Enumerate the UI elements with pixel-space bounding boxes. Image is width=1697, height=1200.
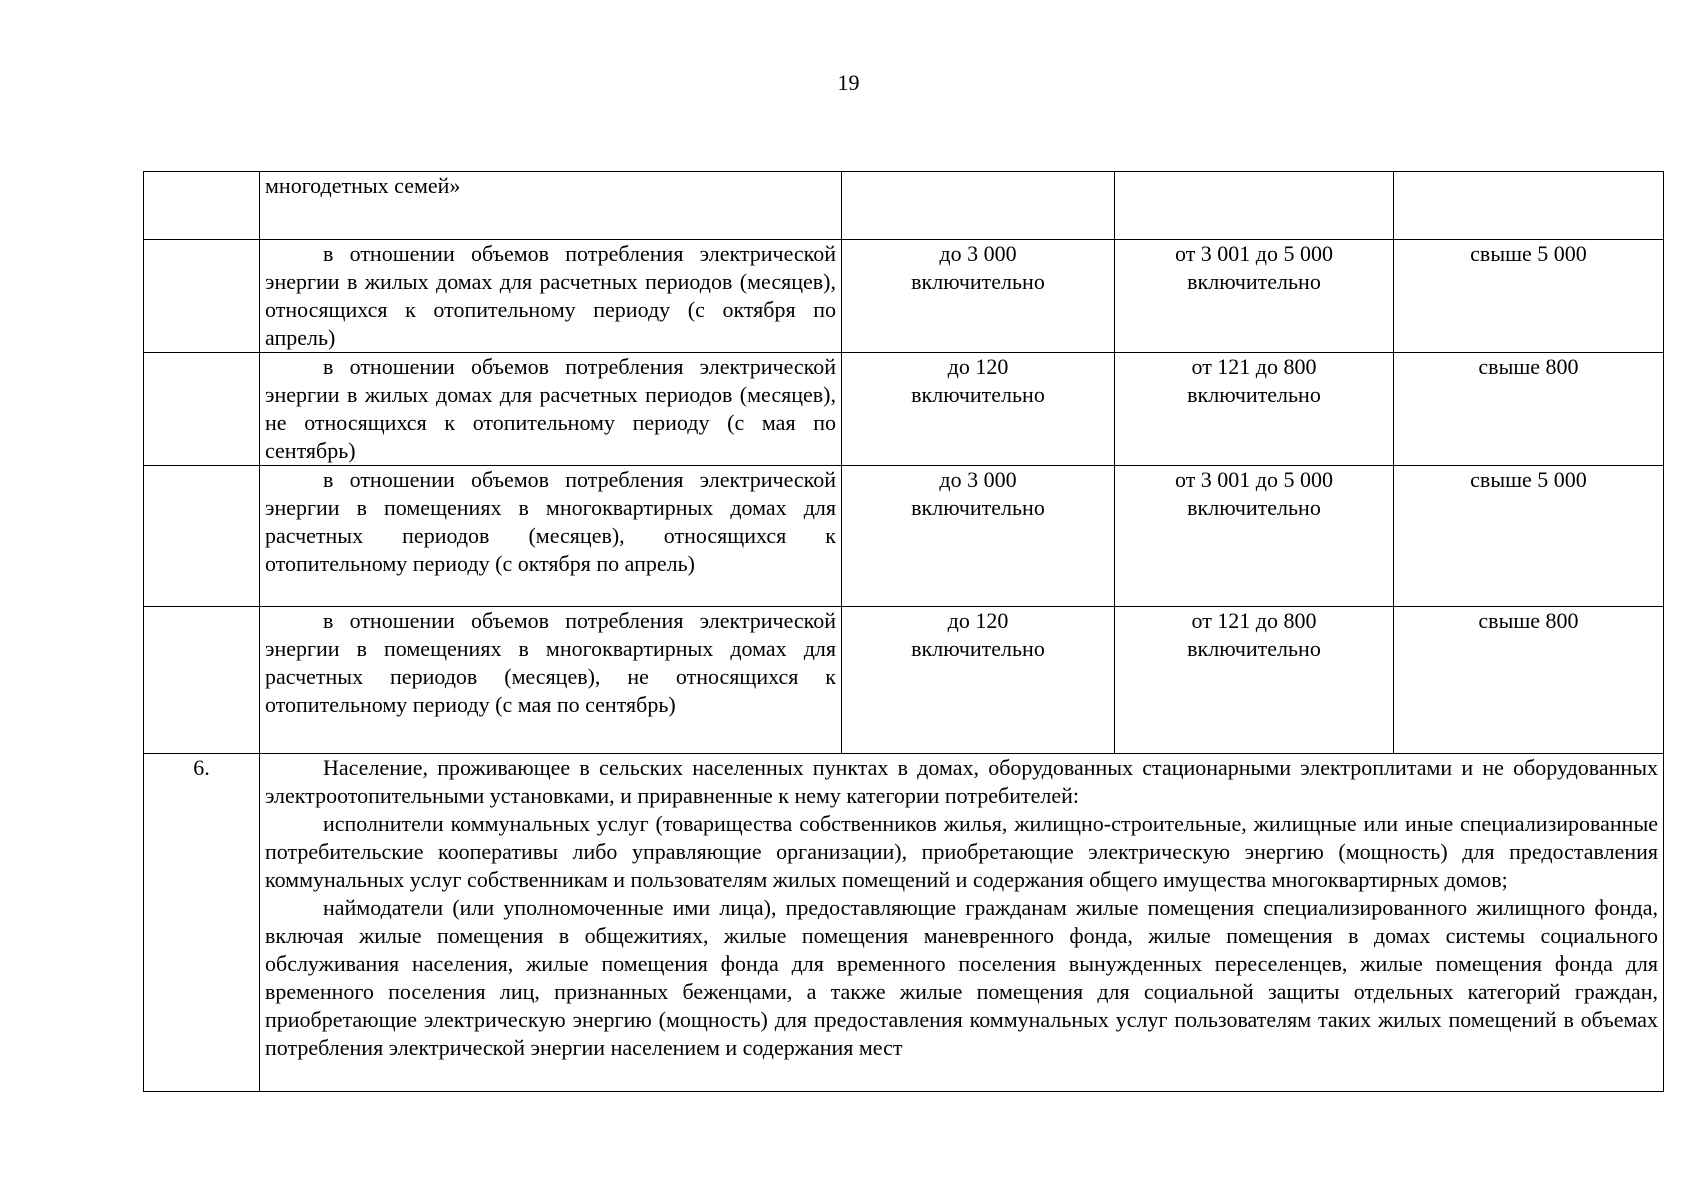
value-cell-low	[842, 240, 1115, 353]
tariff-table	[143, 171, 1664, 1092]
row-description: многодетных семей»	[265, 173, 461, 198]
row-description-cell	[260, 607, 842, 754]
table-row	[144, 240, 1664, 353]
table-row	[144, 172, 1664, 240]
value-low-amount: до 3 000	[939, 467, 1017, 492]
value-low-qualifier: включительно	[911, 495, 1045, 520]
row-number-cell	[144, 240, 260, 353]
value-low-amount: до 120	[947, 354, 1009, 379]
value-mid-qualifier: включительно	[1187, 269, 1321, 294]
value-cell-mid	[1115, 353, 1394, 466]
value-cell-mid	[1115, 607, 1394, 754]
row-description: в отношении объемов потребления электрической энергии в жилых домах для расчетных периодов (месяцев), не относящихся к отопительному периоду (с мая по сентябрь)	[265, 354, 836, 463]
row-description-cell	[260, 172, 842, 240]
row-description-cell	[260, 353, 842, 466]
table-row	[144, 466, 1664, 607]
value-low-amount: до 120	[947, 608, 1009, 633]
table-row	[144, 607, 1664, 754]
value-cell-low	[842, 466, 1115, 607]
value-cell-low	[842, 353, 1115, 466]
section-paragraph: Население, проживающее в сельских населенных пунктах в домах, оборудованных стационарными электроплитами и не оборудованных электроотопительными установками, и приравненные к нему категории потребителей:	[265, 755, 1658, 808]
value-mid-qualifier: включительно	[1187, 636, 1321, 661]
value-cell-high	[1394, 607, 1664, 754]
value-mid-amount: от 121 до 800	[1191, 354, 1317, 379]
value-cell-high	[1394, 353, 1664, 466]
row-description: в отношении объемов потребления электрической энергии в помещениях в многоквартирных домах для расчетных периодов (месяцев), относящихся к отопительному периоду (с октября по апрель)	[265, 467, 836, 576]
value-low-qualifier: включительно	[911, 269, 1045, 294]
row-number-cell	[144, 607, 260, 754]
value-cell-mid	[1115, 466, 1394, 607]
section-paragraph: наймодатели (или уполномоченные ими лица), предоставляющие гражданам жилые помещения специализированного жилищного фонда, включая жилые помещения в общежитиях, жилые помещения маневренного фонда, жилые помещения в домах системы социального обслуживания населения, жилые помещения фонда для временного поселения вынужденных переселенцев, жилые помещения фонда для временного поселения лиц, признанных беженцами, а также жилые помещения для социальной защиты отдельных категорий граждан, приобретающие электрическую энергию (мощность) для предоставления коммунальных услуг пользователям таких жилых помещений в объемах потребления электрической энергии населением и содержания мест	[265, 895, 1658, 1060]
row-number-cell	[144, 353, 260, 466]
value-cell-mid	[1115, 240, 1394, 353]
row-number-cell	[144, 466, 260, 607]
value-low-amount: до 3 000	[939, 241, 1017, 266]
value-low-qualifier: включительно	[911, 382, 1045, 407]
value-high-amount: свыше 800	[1478, 608, 1579, 633]
value-high-amount: свыше 5 000	[1470, 467, 1587, 492]
row-description: в отношении объемов потребления электрической энергии в помещениях в многоквартирных домах для расчетных периодов (месяцев), не относящихся к отопительному периоду (с мая по сентябрь)	[265, 608, 836, 717]
value-cell-low	[842, 607, 1115, 754]
value-low-qualifier: включительно	[911, 636, 1045, 661]
value-mid-amount: от 3 001 до 5 000	[1174, 467, 1334, 492]
value-mid-qualifier: включительно	[1187, 382, 1321, 407]
value-high-amount: свыше 5 000	[1470, 241, 1587, 266]
value-cell-mid	[1115, 172, 1394, 240]
value-mid-amount: от 121 до 800	[1191, 608, 1317, 633]
value-cell-high	[1394, 466, 1664, 607]
section-paragraph: исполнители коммунальных услуг (товарищества собственников жилья, жилищно-строительные, жилищные или иные специализированные потребительские кооперативы либо управляющие организации), приобретающие электрическую энергию (мощность) для предоставления коммунальных услуг собственникам и пользователям жилых помещений и содержания общего имущества многоквартирных домов;	[265, 811, 1658, 892]
table-row	[144, 353, 1664, 466]
row-description: в отношении объемов потребления электрической энергии в жилых домах для расчетных периодов (месяцев), относящихся к отопительному периоду (с октября по апрель)	[265, 241, 836, 350]
section-description-cell	[260, 754, 1664, 1092]
value-cell-high	[1394, 172, 1664, 240]
row-description-cell	[260, 240, 842, 353]
row-number-cell	[144, 172, 260, 240]
table-row-section-6	[144, 754, 1664, 1092]
value-mid-amount: от 3 001 до 5 000	[1174, 241, 1334, 266]
value-high-amount: свыше 800	[1478, 354, 1579, 379]
page-number: 19	[837, 70, 860, 95]
value-cell-high	[1394, 240, 1664, 353]
row-description-cell	[260, 466, 842, 607]
value-mid-qualifier: включительно	[1187, 495, 1321, 520]
value-cell-low	[842, 172, 1115, 240]
section-number-cell: 6.	[144, 754, 260, 1092]
